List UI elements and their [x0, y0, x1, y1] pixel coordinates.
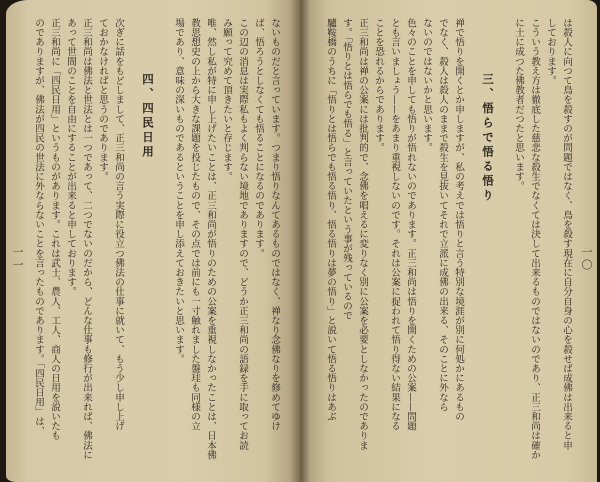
book-spine-shadow [290, 0, 310, 482]
text-line: は殺人に向つて鳥を殺すのが問題ではなく、鳥を殺す現在に自分自身の心を殺せば成佛は出来ると申 [561, 18, 572, 450]
text-line: す。「悟りとは悟らでも悟る」と言っていたという事が残っているので [341, 18, 352, 321]
text-line: ないのではないかと思います。 [421, 18, 432, 153]
text-line: 教思想史の上から大きな課題を投じたもので、その点では前にも一寸触れました盤珪も同様の立 [189, 18, 200, 431]
text-line: のでありますが、佛法が四民の世法に外ならないことを言ったものであります。「四民日用」は、 [33, 18, 44, 436]
text-line: 色々のことを申しても悟りが悟れないのであります。正三和尚は悟りを開くための公案——問題 [405, 18, 416, 431]
text-line: 驢鞍橋のうちに「悟りとは悟らでも悟る悟り、悟る悟りは夢の悟り」と説いて悟る悟りはあぶ [325, 18, 336, 422]
text-line: あって世間のことを自由にすることが出来ると申しております。 [65, 18, 76, 297]
text-line: とも言いましょう——をあまり重視しないのです。それは公案に捉われて悟り得ない結果になる [389, 18, 400, 431]
text-line: 場であり、意味の深いものであるということを申し添えておきたいと思います。 [173, 18, 184, 364]
section-heading: 三、悟らで悟る悟り [481, 73, 495, 204]
text-line: ておかなければと思うのであります。 [97, 18, 108, 182]
text-line: 禅で悟りを開くとか申しますが、私の考えでは悟りと言う特別な境涯が別に何処かにあるもの [453, 18, 464, 422]
text-line: こういう教え方は徹底した慈悲な殺生でなくては決して出来るものではないのであり、正三和尚は確か [529, 18, 540, 460]
text-line: ないものだと言っています。つまり悟りなんてあるものではなく、禅なり念佛なりを修めてゆけ [269, 18, 280, 431]
text-line: 正三和尚は佛法と世法とは一つであって、二つでないのだから、どんな仕事も修行が出来れば、佛法に [81, 18, 92, 460]
text-line: 正三和尚に「四民日用」というものがあります。これは武士、農人、工人、商人の日用を説いたも [49, 18, 60, 441]
text-line: 唯、然し私が特に申し上げたいことは、正三和尚が悟りのための公案を重視しなかったことは、日本佛 [205, 18, 216, 460]
text-line: ことを恐れるからであります。 [373, 18, 384, 153]
left-page-number: 一一 [11, 246, 24, 272]
text-line: 正三和尚は禅の公案には批判的で、念佛を唱えるに変りなく別に公案を必要としなかったのでありま [357, 18, 368, 450]
text-line: み願って究めて頂きたいと存じます。 [221, 18, 232, 182]
text-line: ば、悟ろうとしなくても悟ることになるのであります。 [253, 18, 264, 258]
text-line: この辺の消息は実際私もよく判らない境地でありますので、どうか正三和尚の語録を手に取ってお読 [237, 18, 248, 450]
text-line: に土に成つた佛教者だつたと思います。 [513, 18, 524, 191]
right-page-text [322, 18, 574, 460]
right-page-number: 一〇 [580, 246, 593, 272]
text-line: しております。 [545, 18, 556, 86]
left-page-text [30, 18, 282, 460]
text-line: 次ぎに話をもどしまして、正三和尚の言う実際に役立つ佛法の仕事に就いて、もう少し申し上げ [113, 18, 124, 431]
text-line: でなく、殺人は殺人のままで殺生を見抜いてそれで立派に成佛の出来る、そのことに外なら [437, 18, 448, 412]
section-heading: 四、四民日用 [141, 73, 155, 160]
